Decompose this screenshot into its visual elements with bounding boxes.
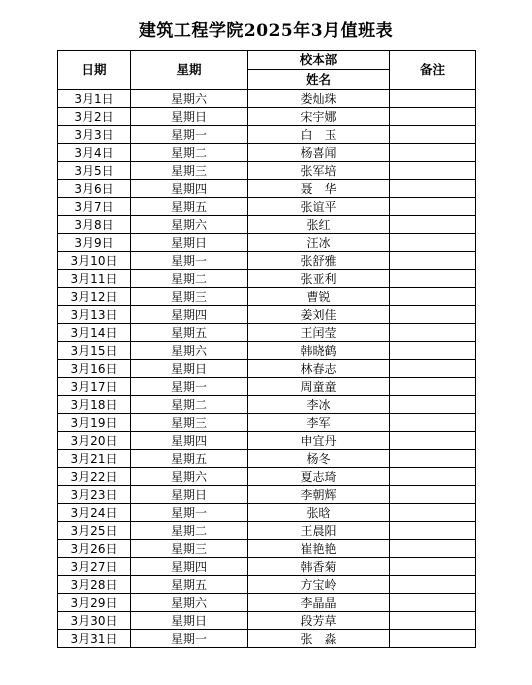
table-row — [58, 540, 476, 558]
weekday-cell: 星期四 — [131, 306, 248, 324]
name-cell: 李军 — [248, 414, 390, 432]
table-row — [58, 432, 476, 450]
note-cell — [390, 576, 476, 594]
note-cell — [390, 216, 476, 234]
table-row — [58, 450, 476, 468]
table-row — [58, 342, 476, 360]
table-row — [58, 90, 476, 108]
weekday-cell: 星期六 — [131, 594, 248, 612]
name-cell: 韩香菊 — [248, 558, 390, 576]
name-cell: 张舒雅 — [248, 252, 390, 270]
table-row — [58, 288, 476, 306]
table-row — [58, 306, 476, 324]
name-cell: 张军培 — [248, 162, 390, 180]
weekday-cell: 星期日 — [131, 612, 248, 630]
date-cell: 3月11日 — [58, 270, 131, 288]
date-cell: 3月31日 — [58, 630, 131, 648]
note-cell — [390, 612, 476, 630]
duty-roster-table — [57, 50, 476, 648]
weekday-cell: 星期一 — [131, 378, 248, 396]
weekday-cell: 星期二 — [131, 144, 248, 162]
table-row — [58, 612, 476, 630]
name-cell: 杨冬 — [248, 450, 390, 468]
table-row — [58, 180, 476, 198]
table-row — [58, 486, 476, 504]
weekday-cell: 星期三 — [131, 414, 248, 432]
name-cell: 白 玉 — [248, 126, 390, 144]
note-cell — [390, 468, 476, 486]
table-row — [58, 360, 476, 378]
date-cell: 3月5日 — [58, 162, 131, 180]
table-row — [58, 162, 476, 180]
table-row — [58, 558, 476, 576]
table-row — [58, 144, 476, 162]
note-cell — [390, 288, 476, 306]
table-row — [58, 576, 476, 594]
date-cell: 3月22日 — [58, 468, 131, 486]
weekday-cell: 星期日 — [131, 360, 248, 378]
note-cell — [390, 522, 476, 540]
date-cell: 3月24日 — [58, 504, 131, 522]
date-cell: 3月4日 — [58, 144, 131, 162]
weekday-cell: 星期日 — [131, 108, 248, 126]
weekday-cell: 星期五 — [131, 450, 248, 468]
note-cell — [390, 360, 476, 378]
name-cell: 李晶晶 — [248, 594, 390, 612]
weekday-cell: 星期二 — [131, 522, 248, 540]
weekday-cell: 星期一 — [131, 504, 248, 522]
weekday-cell: 星期六 — [131, 468, 248, 486]
date-cell: 3月26日 — [58, 540, 131, 558]
name-cell: 聂 华 — [248, 180, 390, 198]
name-cell: 王闰莹 — [248, 324, 390, 342]
table-row — [58, 234, 476, 252]
date-cell: 3月21日 — [58, 450, 131, 468]
note-cell — [390, 324, 476, 342]
name-cell: 张谊平 — [248, 198, 390, 216]
name-cell: 李朝辉 — [248, 486, 390, 504]
table-row — [58, 216, 476, 234]
note-cell — [390, 594, 476, 612]
note-cell — [390, 558, 476, 576]
table-row — [58, 198, 476, 216]
table-row — [58, 270, 476, 288]
note-cell — [390, 540, 476, 558]
header-note: 备注 — [390, 51, 476, 90]
note-cell — [390, 90, 476, 108]
date-cell: 3月12日 — [58, 288, 131, 306]
note-cell — [390, 306, 476, 324]
name-cell: 方宝岭 — [248, 576, 390, 594]
table-row — [58, 252, 476, 270]
note-cell — [390, 378, 476, 396]
note-cell — [390, 486, 476, 504]
name-cell: 姜刘佳 — [248, 306, 390, 324]
date-cell: 3月16日 — [58, 360, 131, 378]
note-cell — [390, 252, 476, 270]
note-cell — [390, 450, 476, 468]
date-cell: 3月27日 — [58, 558, 131, 576]
roster-body — [58, 90, 476, 648]
date-cell: 3月13日 — [58, 306, 131, 324]
name-cell: 张亚利 — [248, 270, 390, 288]
date-cell: 3月30日 — [58, 612, 131, 630]
note-cell — [390, 144, 476, 162]
date-cell: 3月3日 — [58, 126, 131, 144]
weekday-cell: 星期二 — [131, 396, 248, 414]
table-row — [58, 126, 476, 144]
name-cell: 夏志琦 — [248, 468, 390, 486]
weekday-cell: 星期四 — [131, 180, 248, 198]
weekday-cell: 星期三 — [131, 540, 248, 558]
table-row — [58, 468, 476, 486]
weekday-cell: 星期六 — [131, 90, 248, 108]
note-cell — [390, 504, 476, 522]
date-cell: 3月2日 — [58, 108, 131, 126]
date-cell: 3月25日 — [58, 522, 131, 540]
weekday-cell: 星期二 — [131, 270, 248, 288]
date-cell: 3月23日 — [58, 486, 131, 504]
date-cell: 3月15日 — [58, 342, 131, 360]
name-cell: 李冰 — [248, 396, 390, 414]
note-cell — [390, 630, 476, 648]
table-row — [58, 396, 476, 414]
date-cell: 3月28日 — [58, 576, 131, 594]
date-cell: 3月18日 — [58, 396, 131, 414]
date-cell: 3月20日 — [58, 432, 131, 450]
name-cell: 段芳草 — [248, 612, 390, 630]
note-cell — [390, 162, 476, 180]
weekday-cell: 星期一 — [131, 252, 248, 270]
weekday-cell: 星期五 — [131, 576, 248, 594]
header-name: 姓名 — [248, 70, 390, 90]
table-row — [58, 378, 476, 396]
table-row — [58, 594, 476, 612]
table-row — [58, 108, 476, 126]
name-cell: 张红 — [248, 216, 390, 234]
name-cell: 曹锐 — [248, 288, 390, 306]
name-cell: 韩晓鹤 — [248, 342, 390, 360]
name-cell: 张 淼 — [248, 630, 390, 648]
note-cell — [390, 234, 476, 252]
note-cell — [390, 432, 476, 450]
date-cell: 3月10日 — [58, 252, 131, 270]
table-row — [58, 324, 476, 342]
table-row — [58, 504, 476, 522]
name-cell: 杨喜闻 — [248, 144, 390, 162]
note-cell — [390, 126, 476, 144]
header-date: 日期 — [58, 51, 131, 90]
name-cell: 申宜丹 — [248, 432, 390, 450]
note-cell — [390, 270, 476, 288]
note-cell — [390, 180, 476, 198]
table-row — [58, 630, 476, 648]
date-cell: 3月9日 — [58, 234, 131, 252]
weekday-cell: 星期三 — [131, 162, 248, 180]
date-cell: 3月14日 — [58, 324, 131, 342]
page-title: 建筑工程学院2025年3月值班表 — [138, 21, 394, 41]
weekday-cell: 星期三 — [131, 288, 248, 306]
weekday-cell: 星期四 — [131, 558, 248, 576]
weekday-cell: 星期一 — [131, 630, 248, 648]
name-cell: 汪冰 — [248, 234, 390, 252]
note-cell — [390, 414, 476, 432]
header-weekday: 星期 — [131, 51, 248, 90]
name-cell: 崔艳艳 — [248, 540, 390, 558]
name-cell: 娄灿珠 — [248, 90, 390, 108]
weekday-cell: 星期四 — [131, 432, 248, 450]
name-cell: 张晗 — [248, 504, 390, 522]
note-cell — [390, 198, 476, 216]
table-row — [58, 522, 476, 540]
date-cell: 3月8日 — [58, 216, 131, 234]
name-cell: 周童童 — [248, 378, 390, 396]
weekday-cell: 星期五 — [131, 324, 248, 342]
date-cell: 3月6日 — [58, 180, 131, 198]
date-cell: 3月17日 — [58, 378, 131, 396]
date-cell: 3月1日 — [58, 90, 131, 108]
weekday-cell: 星期六 — [131, 216, 248, 234]
table-row — [58, 414, 476, 432]
note-cell — [390, 108, 476, 126]
weekday-cell: 星期六 — [131, 342, 248, 360]
header-group: 校本部 — [248, 51, 390, 70]
note-cell — [390, 396, 476, 414]
name-cell: 王晨阳 — [248, 522, 390, 540]
weekday-cell: 星期日 — [131, 486, 248, 504]
name-cell: 林春志 — [248, 360, 390, 378]
date-cell: 3月7日 — [58, 198, 131, 216]
weekday-cell: 星期一 — [131, 126, 248, 144]
weekday-cell: 星期五 — [131, 198, 248, 216]
name-cell: 宋宇娜 — [248, 108, 390, 126]
note-cell — [390, 342, 476, 360]
date-cell: 3月19日 — [58, 414, 131, 432]
date-cell: 3月29日 — [58, 594, 131, 612]
weekday-cell: 星期日 — [131, 234, 248, 252]
